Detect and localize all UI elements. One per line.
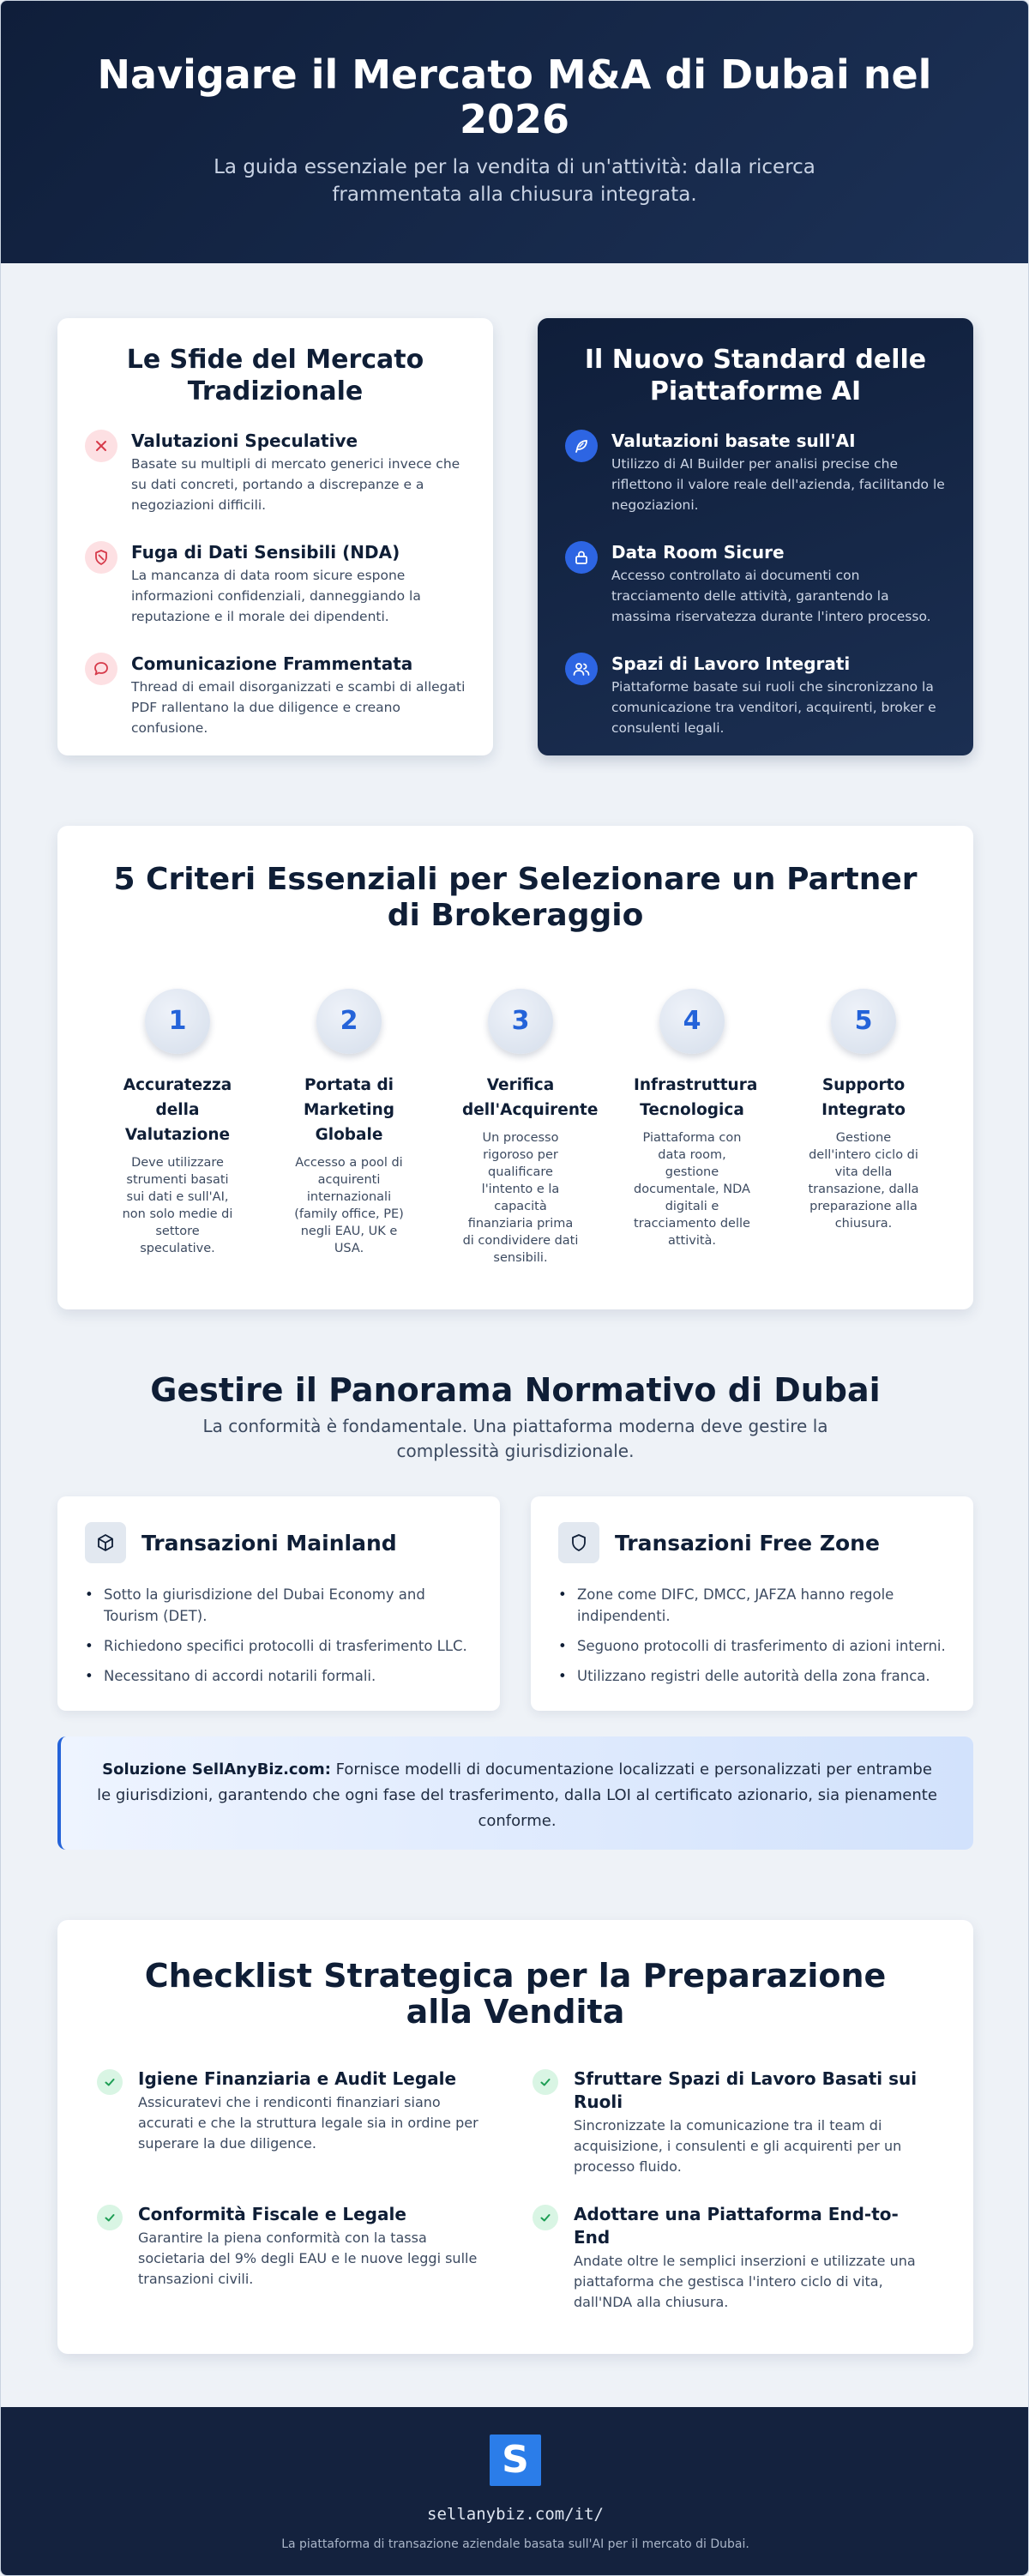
list-item: • Necessitano di accordi notarili formali. (85, 1665, 472, 1687)
regulatory-subtitle: La conformità è fondamentale. Una piattaforma moderna deve gestire la complessità giurisdizionale. (202, 1416, 828, 1461)
list-item: • Seguono protocolli di trasferimento di azioni interni. (558, 1635, 946, 1657)
freezone-card (531, 1496, 973, 1711)
check-icon (533, 2205, 558, 2230)
list-item: • Richiedono specifici protocolli di trasferimento LLC. (85, 1635, 472, 1657)
list-item: • Utilizzano registri delle autorità della zona franca. (558, 1665, 946, 1687)
ai-standard-card (538, 318, 973, 755)
mainland-title: Transazioni Mainland (141, 1530, 397, 1556)
checklist-item (533, 2203, 927, 2313)
shield-alert-icon (85, 541, 117, 574)
checklist-title: Checklist Strategica per la Preparazione alla Vendita (144, 1957, 887, 2031)
criterion-number-badge: 2 (316, 989, 382, 1054)
challenge-title: Comunicazione Frammentata (131, 653, 413, 674)
criterion-number-badge: 5 (831, 989, 896, 1054)
challenge-title: Fuga di Dati Sensibili (NDA) (131, 542, 400, 563)
checklist-item-title: Adottare una Piattaforma End-to-End (574, 2204, 899, 2248)
regulatory-header (1, 1369, 1029, 1464)
criterion-number-badge: 1 (145, 989, 210, 1054)
criterion-title: Accuratezza della Valutazione (123, 1076, 232, 1144)
comparison-section (57, 318, 973, 755)
x-icon (85, 430, 117, 462)
criterion-item (606, 989, 778, 1267)
shield-icon (558, 1522, 599, 1563)
lock-icon (565, 541, 598, 574)
mainland-list (85, 1584, 472, 1687)
criterion-item (92, 989, 263, 1267)
criteria-title: 5 Criteri Essenziali per Selezionare un Partner di Brokeraggio (113, 862, 918, 933)
criterion-text: Accesso a pool di acquirenti internazionali (family office, PE) negli EAU, UK e USA. (294, 1156, 404, 1255)
challenge-item (85, 653, 466, 738)
footer-tagline: La piattaforma di transazione aziendale basata sull'AI per il mercato di Dubai. (281, 2537, 749, 2551)
checklist-item (533, 2067, 927, 2177)
challenge-text: Basate su multipli di mercato generici invece che su dati concreti, portando a discrepanze e a negoziazioni difficili. (131, 456, 460, 513)
criterion-text: Un processo rigoroso per qualificare l'intento e la capacità finanziaria prima di condividere dati sensibili. (462, 1131, 579, 1265)
criterion-item (263, 989, 435, 1267)
standard-text: Accesso controllato ai documenti con tracciamento delle attività, garantendo la massima riservatezza durante l'intero processo. (611, 568, 931, 624)
standard-text: Piattaforme basate sui ruoli che sincronizzano la comunicazione tra venditori, acquirenti, broker e consulenti legali. (611, 679, 936, 736)
freezone-list (558, 1584, 946, 1687)
criterion-title: Verifica dell'Acquirente (462, 1076, 599, 1119)
criteria-section (57, 826, 973, 1309)
challenges-title: Le Sfide del Mercato Tradizionale (126, 345, 424, 406)
criterion-text: Piattaforma con data room, gestione documentale, NDA digitali e tracciamento delle attività. (634, 1131, 750, 1248)
feather-icon (565, 430, 598, 462)
standard-title: Spazi di Lavoro Integrati (611, 653, 851, 674)
challenges-card (57, 318, 493, 755)
checklist-item-text: Andate oltre le semplici inserzioni e utilizzate una piattaforma che gestisca l'intero ciclo di vita, dall'NDA alla chiusura. (574, 2253, 916, 2310)
checklist-item-title: Sfruttare Spazi di Lavoro Basati sui Ruoli (574, 2068, 918, 2112)
criterion-title: Portata di Marketing Globale (304, 1076, 394, 1144)
standard-item (565, 653, 946, 738)
check-icon (533, 2069, 558, 2095)
criterion-text: Deve utilizzare strumenti basati sui dati e sull'AI, non solo medie di settore speculative. (122, 1156, 233, 1255)
standard-text: Utilizzo di AI Builder per analisi precise che riflettono il valore reale dell'azienda, facilitando le negoziazioni. (611, 456, 945, 513)
checklist-item-text: Sincronizzate la comunicazione tra il team di acquisizione, i consulenti e gli acquirenti per un processo fluido. (574, 2117, 902, 2175)
chat-bubble-icon (85, 653, 117, 685)
solution-callout (57, 1736, 973, 1850)
challenge-text: Thread di email disorganizzati e scambi di allegati PDF rallentano la due diligence e creano confusione. (131, 679, 466, 736)
criterion-number-badge: 4 (659, 989, 725, 1054)
freezone-title: Transazioni Free Zone (615, 1530, 880, 1556)
checklist-item (97, 2203, 491, 2290)
challenge-item (85, 430, 466, 515)
list-item: • Zone come DIFC, DMCC, JAFZA hanno regole indipendenti. (558, 1584, 946, 1627)
footer (1, 2407, 1029, 2576)
criterion-item (778, 989, 949, 1267)
sellanybiz-logo[interactable]: S (490, 2435, 541, 2486)
page-title: Navigare il Mercato M&A di Dubai nel 2026 (97, 51, 932, 142)
challenge-text: La mancanza di data room sicure espone informazioni confidenziali, danneggiando la reputazione e il morale dei dipendenti. (131, 568, 421, 624)
criterion-title: Infrastruttura Tecnologica (634, 1076, 758, 1119)
checklist-item-text: Assicuratevi che i rendiconti finanziari siano accurati e che la struttura legale sia in ordine per superare la due diligence. (138, 2094, 478, 2152)
criterion-title: Supporto Integrato (821, 1076, 906, 1119)
criterion-text: Gestione dell'intero ciclo di vita della transazione, dalla preparazione alla chiusura. (808, 1131, 919, 1231)
regulatory-title: Gestire il Panorama Normativo di Dubai (150, 1371, 881, 1409)
criterion-item (435, 989, 606, 1267)
cube-icon (85, 1522, 126, 1563)
criteria-row (92, 989, 949, 1267)
standard-title: Data Room Sicure (611, 542, 785, 563)
ai-standard-title: Il Nuovo Standard delle Piattaforme AI (584, 345, 927, 406)
check-icon (97, 2205, 123, 2230)
standard-title: Valutazioni basate sull'AI (611, 430, 856, 451)
challenge-title: Valutazioni Speculative (131, 430, 358, 451)
criterion-number-badge: 3 (488, 989, 553, 1054)
hero-banner (1, 1, 1028, 263)
list-item: • Sotto la giurisdizione del Dubai Economy and Tourism (DET). (85, 1584, 472, 1627)
checklist-item (97, 2067, 491, 2154)
mainland-card (57, 1496, 500, 1711)
checklist-section (57, 1920, 973, 2354)
challenge-item (85, 541, 466, 627)
standard-item (565, 430, 946, 515)
checklist-item-title: Igiene Finanziaria e Audit Legale (138, 2068, 457, 2089)
page-subtitle: La guida essenziale per la vendita di un'attività: dalla ricerca frammentata alla chiusura integrata. (214, 156, 815, 206)
checklist-item-text: Garantire la piena conformità con la tassa societaria del 9% degli EAU e le nuove leggi sulle transazioni civili. (138, 2230, 478, 2287)
users-icon (565, 653, 598, 685)
checklist-item-title: Conformità Fiscale e Legale (138, 2204, 406, 2224)
solution-text: Fornisce modelli di documentazione localizzati e personalizzati per entrambe le giurisdizioni, garantendo che ogni fase del trasferimento, dalla LOI al certificato azionario, sia pienamente conforme. (97, 1760, 937, 1830)
footer-url-link[interactable]: sellanybiz.com/it/ (427, 2505, 604, 2524)
check-icon (97, 2069, 123, 2095)
standard-item (565, 541, 946, 627)
solution-label: Soluzione SellAnyBiz.com: (102, 1760, 331, 1779)
